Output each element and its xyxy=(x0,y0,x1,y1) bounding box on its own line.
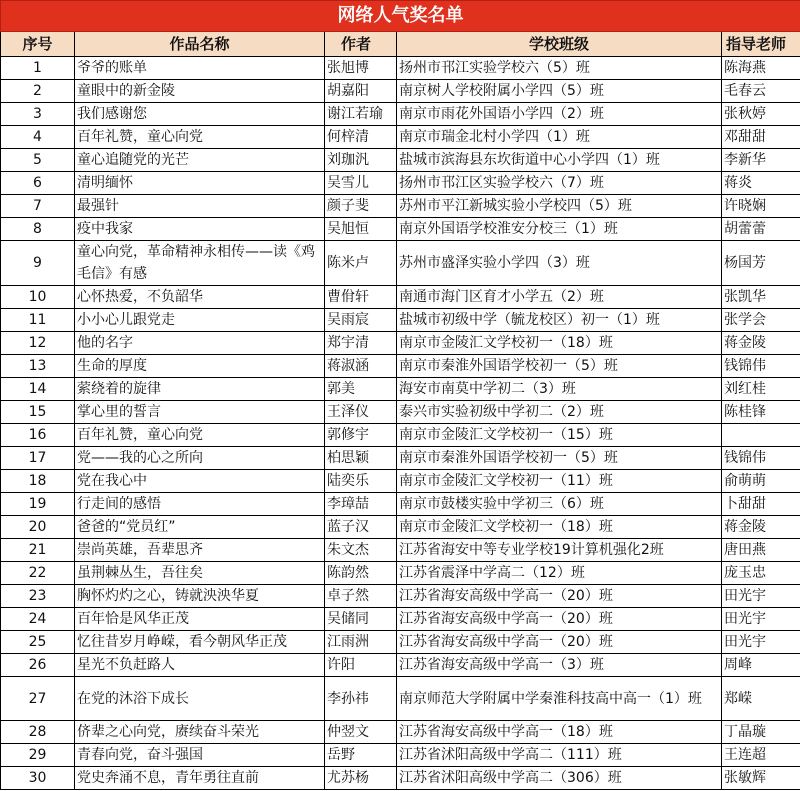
table-body xyxy=(1,57,800,790)
cell-index: 18 xyxy=(1,470,75,493)
cell-school: 南京市秦淮外国语学校初一（5）班 xyxy=(397,447,722,470)
cell-teacher: 田光宇 xyxy=(722,631,800,654)
table-row xyxy=(1,608,800,631)
table-row xyxy=(1,767,800,790)
cell-index: 17 xyxy=(1,447,75,470)
cell-teacher: 俞萌萌 xyxy=(722,470,800,493)
cell-teacher: 蒋炎 xyxy=(722,172,800,195)
cell-teacher: 李新华 xyxy=(722,149,800,172)
cell-school: 扬州市邗江区实验学校六（7）班 xyxy=(397,172,722,195)
cell-author: 吴旭恒 xyxy=(325,218,397,241)
cell-work: 生命的厚度 xyxy=(75,355,325,378)
cell-index: 11 xyxy=(1,309,75,332)
cell-index: 21 xyxy=(1,539,75,562)
cell-index: 13 xyxy=(1,355,75,378)
cell-school: 海安市南莫中学初二（3）班 xyxy=(397,378,722,401)
cell-author: 许阳 xyxy=(325,654,397,677)
cell-author: 刘珈汎 xyxy=(325,149,397,172)
cell-work: 星光不负赶路人 xyxy=(75,654,325,677)
cell-index: 26 xyxy=(1,654,75,677)
cell-index: 1 xyxy=(1,57,75,80)
cell-school: 苏州市盛泽实验小学四（3）班 xyxy=(397,241,722,286)
table-row xyxy=(1,195,800,218)
cell-school: 南通市海门区育才小学五（2）班 xyxy=(397,286,722,309)
cell-author: 郑宇清 xyxy=(325,332,397,355)
cell-work: 萦绕着的旋律 xyxy=(75,378,325,401)
cell-teacher: 张敏辉 xyxy=(722,767,800,790)
cell-school: 江苏省海安高级中学高一（3）班 xyxy=(397,654,722,677)
cell-teacher: 张秋婷 xyxy=(722,103,800,126)
cell-author: 颜子斐 xyxy=(325,195,397,218)
cell-teacher: 丁晶璇 xyxy=(722,721,800,744)
cell-work: 在党的沐浴下成长 xyxy=(75,677,325,721)
cell-author: 蒋淑涵 xyxy=(325,355,397,378)
cell-work: 党在我心中 xyxy=(75,470,325,493)
cell-author: 蓝子汉 xyxy=(325,516,397,539)
table-row xyxy=(1,172,800,195)
cell-school: 江苏省海安中等专业学校19计算机强化2班 xyxy=(397,539,722,562)
cell-school: 南京市金陵汇文学校初一（18）班 xyxy=(397,516,722,539)
cell-teacher: 王连超 xyxy=(722,744,800,767)
cell-work: 最强针 xyxy=(75,195,325,218)
cell-work: 青春向党，奋斗强国 xyxy=(75,744,325,767)
cell-work: 党史奔涌不息，青年勇往直前 xyxy=(75,767,325,790)
cell-work: 忆往昔岁月峥嵘，看今朝风华正茂 xyxy=(75,631,325,654)
cell-teacher: 许晓娴 xyxy=(722,195,800,218)
cell-school: 南京市金陵汇文学校初一（18）班 xyxy=(397,332,722,355)
cell-school: 苏州市平江新城实验小学校四（5）班 xyxy=(397,195,722,218)
cell-school: 盐城市滨海县东坎街道中心小学四（1）班 xyxy=(397,149,722,172)
table-row xyxy=(1,378,800,401)
cell-author: 仲翌文 xyxy=(325,721,397,744)
cell-index: 3 xyxy=(1,103,75,126)
cell-school: 南京市雨花外国语小学四（2）班 xyxy=(397,103,722,126)
cell-index: 22 xyxy=(1,562,75,585)
cell-teacher: 庞玉忠 xyxy=(722,562,800,585)
table-row xyxy=(1,677,800,721)
table-row xyxy=(1,447,800,470)
header-school: 学校班级 xyxy=(397,32,722,57)
header-work: 作品名称 xyxy=(75,32,325,57)
cell-work: 掌心里的誓言 xyxy=(75,401,325,424)
cell-teacher: 陈海燕 xyxy=(722,57,800,80)
cell-work: 童眼中的新金陵 xyxy=(75,80,325,103)
cell-index: 4 xyxy=(1,126,75,149)
cell-work: 崇尚英雄，吾辈思齐 xyxy=(75,539,325,562)
table-row xyxy=(1,744,800,767)
cell-teacher: 田光宇 xyxy=(722,585,800,608)
table-row xyxy=(1,721,800,744)
table-row xyxy=(1,57,800,80)
cell-teacher: 蒋金陵 xyxy=(722,516,800,539)
cell-index: 27 xyxy=(1,677,75,721)
cell-school: 江苏省海安高级中学高一（20）班 xyxy=(397,585,722,608)
cell-index: 28 xyxy=(1,721,75,744)
cell-index: 30 xyxy=(1,767,75,790)
cell-index: 15 xyxy=(1,401,75,424)
cell-school: 江苏省海安高级中学高一（18）班 xyxy=(397,721,722,744)
cell-index: 14 xyxy=(1,378,75,401)
cell-index: 23 xyxy=(1,585,75,608)
table-row xyxy=(1,539,800,562)
table-row xyxy=(1,126,800,149)
cell-author: 王泽仪 xyxy=(325,401,397,424)
table-row xyxy=(1,424,800,447)
cell-author: 江雨洲 xyxy=(325,631,397,654)
cell-teacher: 周峰 xyxy=(722,654,800,677)
table-row xyxy=(1,241,800,286)
cell-teacher: 郑嵘 xyxy=(722,677,800,721)
cell-author: 岳野 xyxy=(325,744,397,767)
cell-author: 尤苏杨 xyxy=(325,767,397,790)
header-index: 序号 xyxy=(1,32,75,57)
table-row xyxy=(1,80,800,103)
cell-author: 朱文杰 xyxy=(325,539,397,562)
cell-work: 童心向党，革命精神永相传——读《鸡毛信》有感 xyxy=(75,241,325,286)
cell-school: 盐城市初级中学（毓龙校区）初一（1）班 xyxy=(397,309,722,332)
cell-work: 爸爸的“党员红” xyxy=(75,516,325,539)
cell-school: 江苏省海安高级中学高一（20）班 xyxy=(397,631,722,654)
cell-work: 胸怀灼灼之心，铸就泱泱华夏 xyxy=(75,585,325,608)
table-row xyxy=(1,493,800,516)
cell-teacher: 卜甜甜 xyxy=(722,493,800,516)
cell-author: 曹佾轩 xyxy=(325,286,397,309)
cell-school: 南京市瑞金北村小学四（1）班 xyxy=(397,126,722,149)
cell-teacher: 邓甜甜 xyxy=(722,126,800,149)
table-row xyxy=(1,218,800,241)
cell-teacher: 唐田燕 xyxy=(722,539,800,562)
cell-work: 我们感谢您 xyxy=(75,103,325,126)
cell-index: 24 xyxy=(1,608,75,631)
header-author: 作者 xyxy=(325,32,397,57)
table-row xyxy=(1,562,800,585)
cell-school: 南京市金陵汇文学校初一（15）班 xyxy=(397,424,722,447)
cell-work: 童心追随党的光芒 xyxy=(75,149,325,172)
cell-school: 南京师范大学附属中学秦淮科技高中高一（1）班 xyxy=(397,677,722,721)
cell-work: 百年礼赞，童心向党 xyxy=(75,126,325,149)
cell-author: 陆奕乐 xyxy=(325,470,397,493)
cell-work: 百年礼赞，童心向党 xyxy=(75,424,325,447)
cell-author: 陈米卢 xyxy=(325,241,397,286)
cell-school: 南京市秦淮外国语学校初一（5）班 xyxy=(397,355,722,378)
cell-school: 江苏省海安高级中学高一（20）班 xyxy=(397,608,722,631)
cell-author: 郭修宇 xyxy=(325,424,397,447)
cell-teacher: 胡蕾蕾 xyxy=(722,218,800,241)
cell-school: 扬州市邗江实验学校六（5）班 xyxy=(397,57,722,80)
cell-teacher: 张凯华 xyxy=(722,286,800,309)
cell-index: 8 xyxy=(1,218,75,241)
cell-work: 他的名字 xyxy=(75,332,325,355)
table-row xyxy=(1,355,800,378)
cell-index: 9 xyxy=(1,241,75,286)
cell-index: 10 xyxy=(1,286,75,309)
cell-school: 泰兴市实验初级中学初二（2）班 xyxy=(397,401,722,424)
cell-index: 6 xyxy=(1,172,75,195)
cell-index: 29 xyxy=(1,744,75,767)
table-row xyxy=(1,309,800,332)
cell-teacher: 蒋金陵 xyxy=(722,332,800,355)
cell-teacher: 钱锦伟 xyxy=(722,355,800,378)
cell-teacher: 陈桂锋 xyxy=(722,401,800,424)
cell-index: 19 xyxy=(1,493,75,516)
cell-author: 郭美 xyxy=(325,378,397,401)
cell-teacher: 田光宇 xyxy=(722,608,800,631)
table-row xyxy=(1,516,800,539)
cell-author: 李璋喆 xyxy=(325,493,397,516)
cell-author: 吴储同 xyxy=(325,608,397,631)
cell-work: 小小心儿跟党走 xyxy=(75,309,325,332)
cell-author: 张旭博 xyxy=(325,57,397,80)
table-title: 网络人气奖名单 xyxy=(1,1,800,32)
cell-school: 江苏省沭阳高级中学高二（306）班 xyxy=(397,767,722,790)
cell-author: 吴雨宸 xyxy=(325,309,397,332)
cell-index: 25 xyxy=(1,631,75,654)
table-row xyxy=(1,332,800,355)
cell-index: 2 xyxy=(1,80,75,103)
cell-author: 吴雪儿 xyxy=(325,172,397,195)
cell-author: 胡嘉阳 xyxy=(325,80,397,103)
cell-school: 南京外国语学校淮安分校三（1）班 xyxy=(397,218,722,241)
cell-work: 侪辈之心向党，赓续奋斗荣光 xyxy=(75,721,325,744)
cell-index: 16 xyxy=(1,424,75,447)
cell-school: 南京市鼓楼实验中学初三（6）班 xyxy=(397,493,722,516)
cell-teacher: 杨国芳 xyxy=(722,241,800,286)
cell-work: 党——我的心之所向 xyxy=(75,447,325,470)
cell-work: 心怀热爱，不负韶华 xyxy=(75,286,325,309)
cell-author: 何梓清 xyxy=(325,126,397,149)
header-teacher: 指导老师 xyxy=(722,32,800,57)
cell-author: 陈韵然 xyxy=(325,562,397,585)
table-row xyxy=(1,585,800,608)
table-row xyxy=(1,631,800,654)
cell-author: 柏思颖 xyxy=(325,447,397,470)
table-row xyxy=(1,149,800,172)
table-row xyxy=(1,103,800,126)
cell-author: 卓子然 xyxy=(325,585,397,608)
cell-teacher: 刘红桂 xyxy=(722,378,800,401)
table-row xyxy=(1,654,800,677)
cell-work: 清明缅怀 xyxy=(75,172,325,195)
cell-author: 谢江若瑜 xyxy=(325,103,397,126)
cell-school: 南京树人学校附属小学四（5）班 xyxy=(397,80,722,103)
cell-work: 百年恰是风华正茂 xyxy=(75,608,325,631)
cell-index: 20 xyxy=(1,516,75,539)
cell-index: 5 xyxy=(1,149,75,172)
cell-teacher: 钱锦伟 xyxy=(722,447,800,470)
header-row xyxy=(1,32,800,57)
cell-work: 爷爷的账单 xyxy=(75,57,325,80)
cell-teacher: 张学会 xyxy=(722,309,800,332)
cell-school: 江苏省沭阳高级中学高二（111）班 xyxy=(397,744,722,767)
cell-author: 李孙祎 xyxy=(325,677,397,721)
cell-teacher: 毛春云 xyxy=(722,80,800,103)
cell-work: 行走间的感悟 xyxy=(75,493,325,516)
cell-school: 江苏省震泽中学高二（12）班 xyxy=(397,562,722,585)
cell-work: 虽荆棘丛生，吾往矣 xyxy=(75,562,325,585)
cell-index: 12 xyxy=(1,332,75,355)
cell-work: 疫中我家 xyxy=(75,218,325,241)
cell-index: 7 xyxy=(1,195,75,218)
cell-school: 南京市金陵汇文学校初一（11）班 xyxy=(397,470,722,493)
table-row xyxy=(1,401,800,424)
table-row xyxy=(1,470,800,493)
table-row xyxy=(1,286,800,309)
cell-teacher xyxy=(722,424,800,447)
